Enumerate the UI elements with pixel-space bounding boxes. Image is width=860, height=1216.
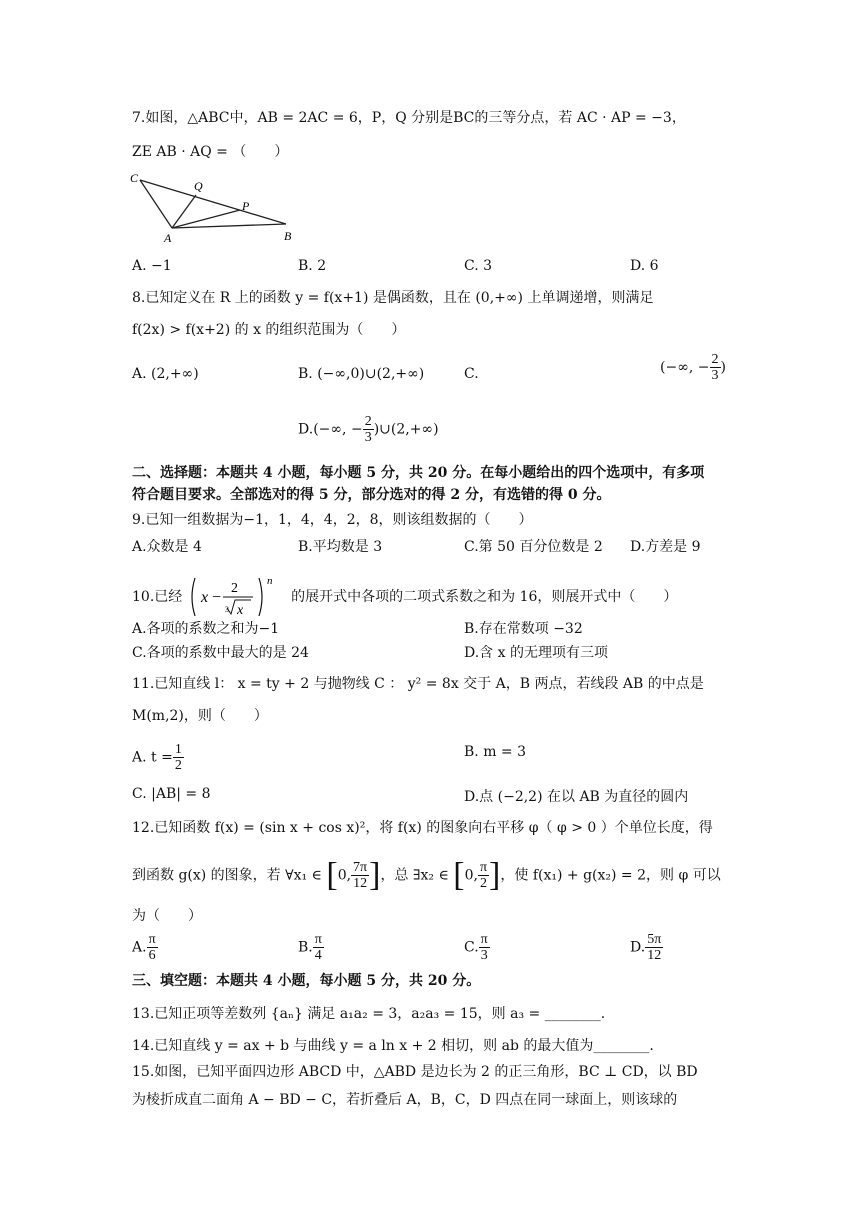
- label-C: C: [130, 171, 139, 185]
- q7-option-c: C. 3: [464, 258, 493, 274]
- section-2-line2: 符合题目要求。全部选对的得 5 分，部分选对的得 2 分，有选错的得 0 分。: [132, 487, 611, 503]
- line-AP: [172, 210, 240, 228]
- q15-line2: 为棱折成直二面角 A − BD − C，若折叠后 A，B，C，D 四点在同一球面上，则该球的: [132, 1092, 678, 1108]
- q8-option-c-label: C.: [464, 366, 479, 382]
- label-B: B: [284, 229, 292, 243]
- svg-text:3: 3: [224, 605, 229, 614]
- label-P: P: [242, 199, 250, 213]
- q8-option-c-value: (−∞, − $\frac{2}{3}$ ): [660, 352, 726, 383]
- q8-line1: 8.已知定义在 R 上的函数 y = f(x+1) 是偶函数，且在 (0,+∞) 上单调递增，则满足: [132, 290, 654, 306]
- svg-text:−: −: [211, 589, 221, 606]
- q10-option-d: D.含 x 的无理项有三项: [464, 645, 608, 661]
- label-Q: Q: [194, 179, 203, 193]
- q13-line: 13.已知正项等差数列 {aₙ} 满足 a₁a₂ = 3，a₂a₃ = 15，则 a₃ = ________.: [132, 1006, 606, 1022]
- q10-expression: [187, 574, 287, 620]
- svg-text:x: x: [236, 603, 243, 618]
- q10-option-b: B.存在常数项 −32: [464, 621, 583, 637]
- q8-option-a: A. (2,+∞): [132, 366, 199, 382]
- q8-option-b: B. (−∞,0)∪(2,+∞): [298, 366, 425, 382]
- q11-line1: 11.已知直线 l： x = ty + 2 与抛物线 C ： y² = 8x 交于 A，B 两点，若线段 AB 的中点是: [132, 676, 704, 692]
- q10-option-a: A.各项的系数之和为−1: [132, 621, 280, 637]
- q11-line2: M(m,2)，则（ ）: [132, 708, 268, 724]
- svg-text:n: n: [266, 575, 273, 587]
- q9-line: 9.已知一组数据为−1，1，4，4，2，8，则该组数据的（ ）: [132, 512, 533, 528]
- q11-option-a: A. t = $\frac{1}{2}$: [132, 742, 182, 773]
- q8-option-d: D.(−∞, − $\frac{2}{3}$ )∪(2,+∞): [298, 414, 439, 445]
- line-AB: [172, 224, 286, 228]
- q9-option-d: D.方差是 9: [630, 539, 701, 555]
- q9-option-c: C.第 50 百分位数是 2: [464, 539, 603, 555]
- q7-line1: 7.如图，△ABC中，AB = 2AC = 6，P，Q 分别是BC的三等分点，若 AC · AP = −3，: [132, 110, 686, 126]
- svg-text:2: 2: [230, 581, 238, 596]
- q12-line1: 12.已知函数 f(x) = (sin x + cos x)²，将 f(x) 的图象向右平移 φ（ φ > 0 ）个单位长度，得: [132, 820, 713, 836]
- q7-option-b: B. 2: [298, 258, 327, 274]
- q8-c-fraction: $\frac{2}{3}$: [711, 352, 719, 383]
- q12-option-a: A. $\frac{\pi}{6}$: [132, 932, 156, 963]
- section-3-header: 三、填空题：本题共 4 小题，每小题 5 分，共 20 分。: [132, 973, 481, 989]
- q12-option-d: D. $\frac{5\pi}{12}$: [630, 932, 662, 963]
- label-A: A: [164, 231, 172, 245]
- q9-option-b: B.平均数是 3: [298, 539, 383, 555]
- line-CA: [140, 180, 172, 228]
- q8-line2: f(2x) > f(x+2) 的 x 的组织范围为（ ）: [132, 322, 406, 338]
- section-2-line1: 二、选择题：本题共 4 小题，每小题 5 分，共 20 分。在每小题给出的四个选项中，有多项: [132, 465, 705, 481]
- q12-interval2-fraction: $\frac{\pi}{2}$: [479, 860, 488, 891]
- q9-option-a: A.众数是 4: [132, 539, 202, 555]
- q11-option-c: C. |AB| = 8: [132, 786, 211, 802]
- q12-line2: 到函数 g(x) 的图象，若 ∀x₁ ∈ [0, $\frac{7\pi}{12}$ ]，总 ∃x₂ ∈ [0, $\frac{\pi}{2}$ ]，使 f(x₁) + g(x₂) = 2，则 φ 可以: [132, 856, 721, 894]
- q11-option-b: B. m = 3: [464, 744, 527, 760]
- q7-line2: ZE AB · AQ = （ ）: [132, 144, 289, 160]
- q7-triangle-figure: [128, 168, 298, 248]
- q10-option-c: C.各项的系数中最大的是 24: [132, 645, 309, 661]
- q7-option-a: A. −1: [132, 258, 172, 274]
- q11-a-fraction: $\frac{1}{2}$: [174, 742, 182, 773]
- q12-option-b: B. $\frac{\pi}{4}$: [298, 932, 322, 963]
- q12-option-c: C. $\frac{\pi}{3}$: [464, 932, 488, 963]
- q8-d-fraction: $\frac{2}{3}$: [364, 414, 372, 445]
- q12-interval1-fraction: $\frac{7\pi}{12}$: [353, 860, 368, 891]
- q12-line3: 为（ ）: [132, 908, 202, 924]
- q11-option-d: D.点 (−2,2) 在以 AB 为直径的圆内: [464, 789, 689, 805]
- q15-line1: 15.如图，已知平面四边形 ABCD 中，△ABD 是边长为 2 的正三角形，BC ⊥ CD，以 BD: [132, 1064, 698, 1080]
- q10-line: 10.已经 x − 2 3 x n 的展开式中各项的二项式系数之和为 16，则展开式中（ ）: [132, 575, 678, 618]
- svg-text:x: x: [200, 589, 208, 606]
- q14-line: 14.已知直线 y = ax + b 与曲线 y = a ln x + 2 相切，则 ab 的最大值为________.: [132, 1038, 654, 1054]
- q7-option-d: D. 6: [630, 258, 659, 274]
